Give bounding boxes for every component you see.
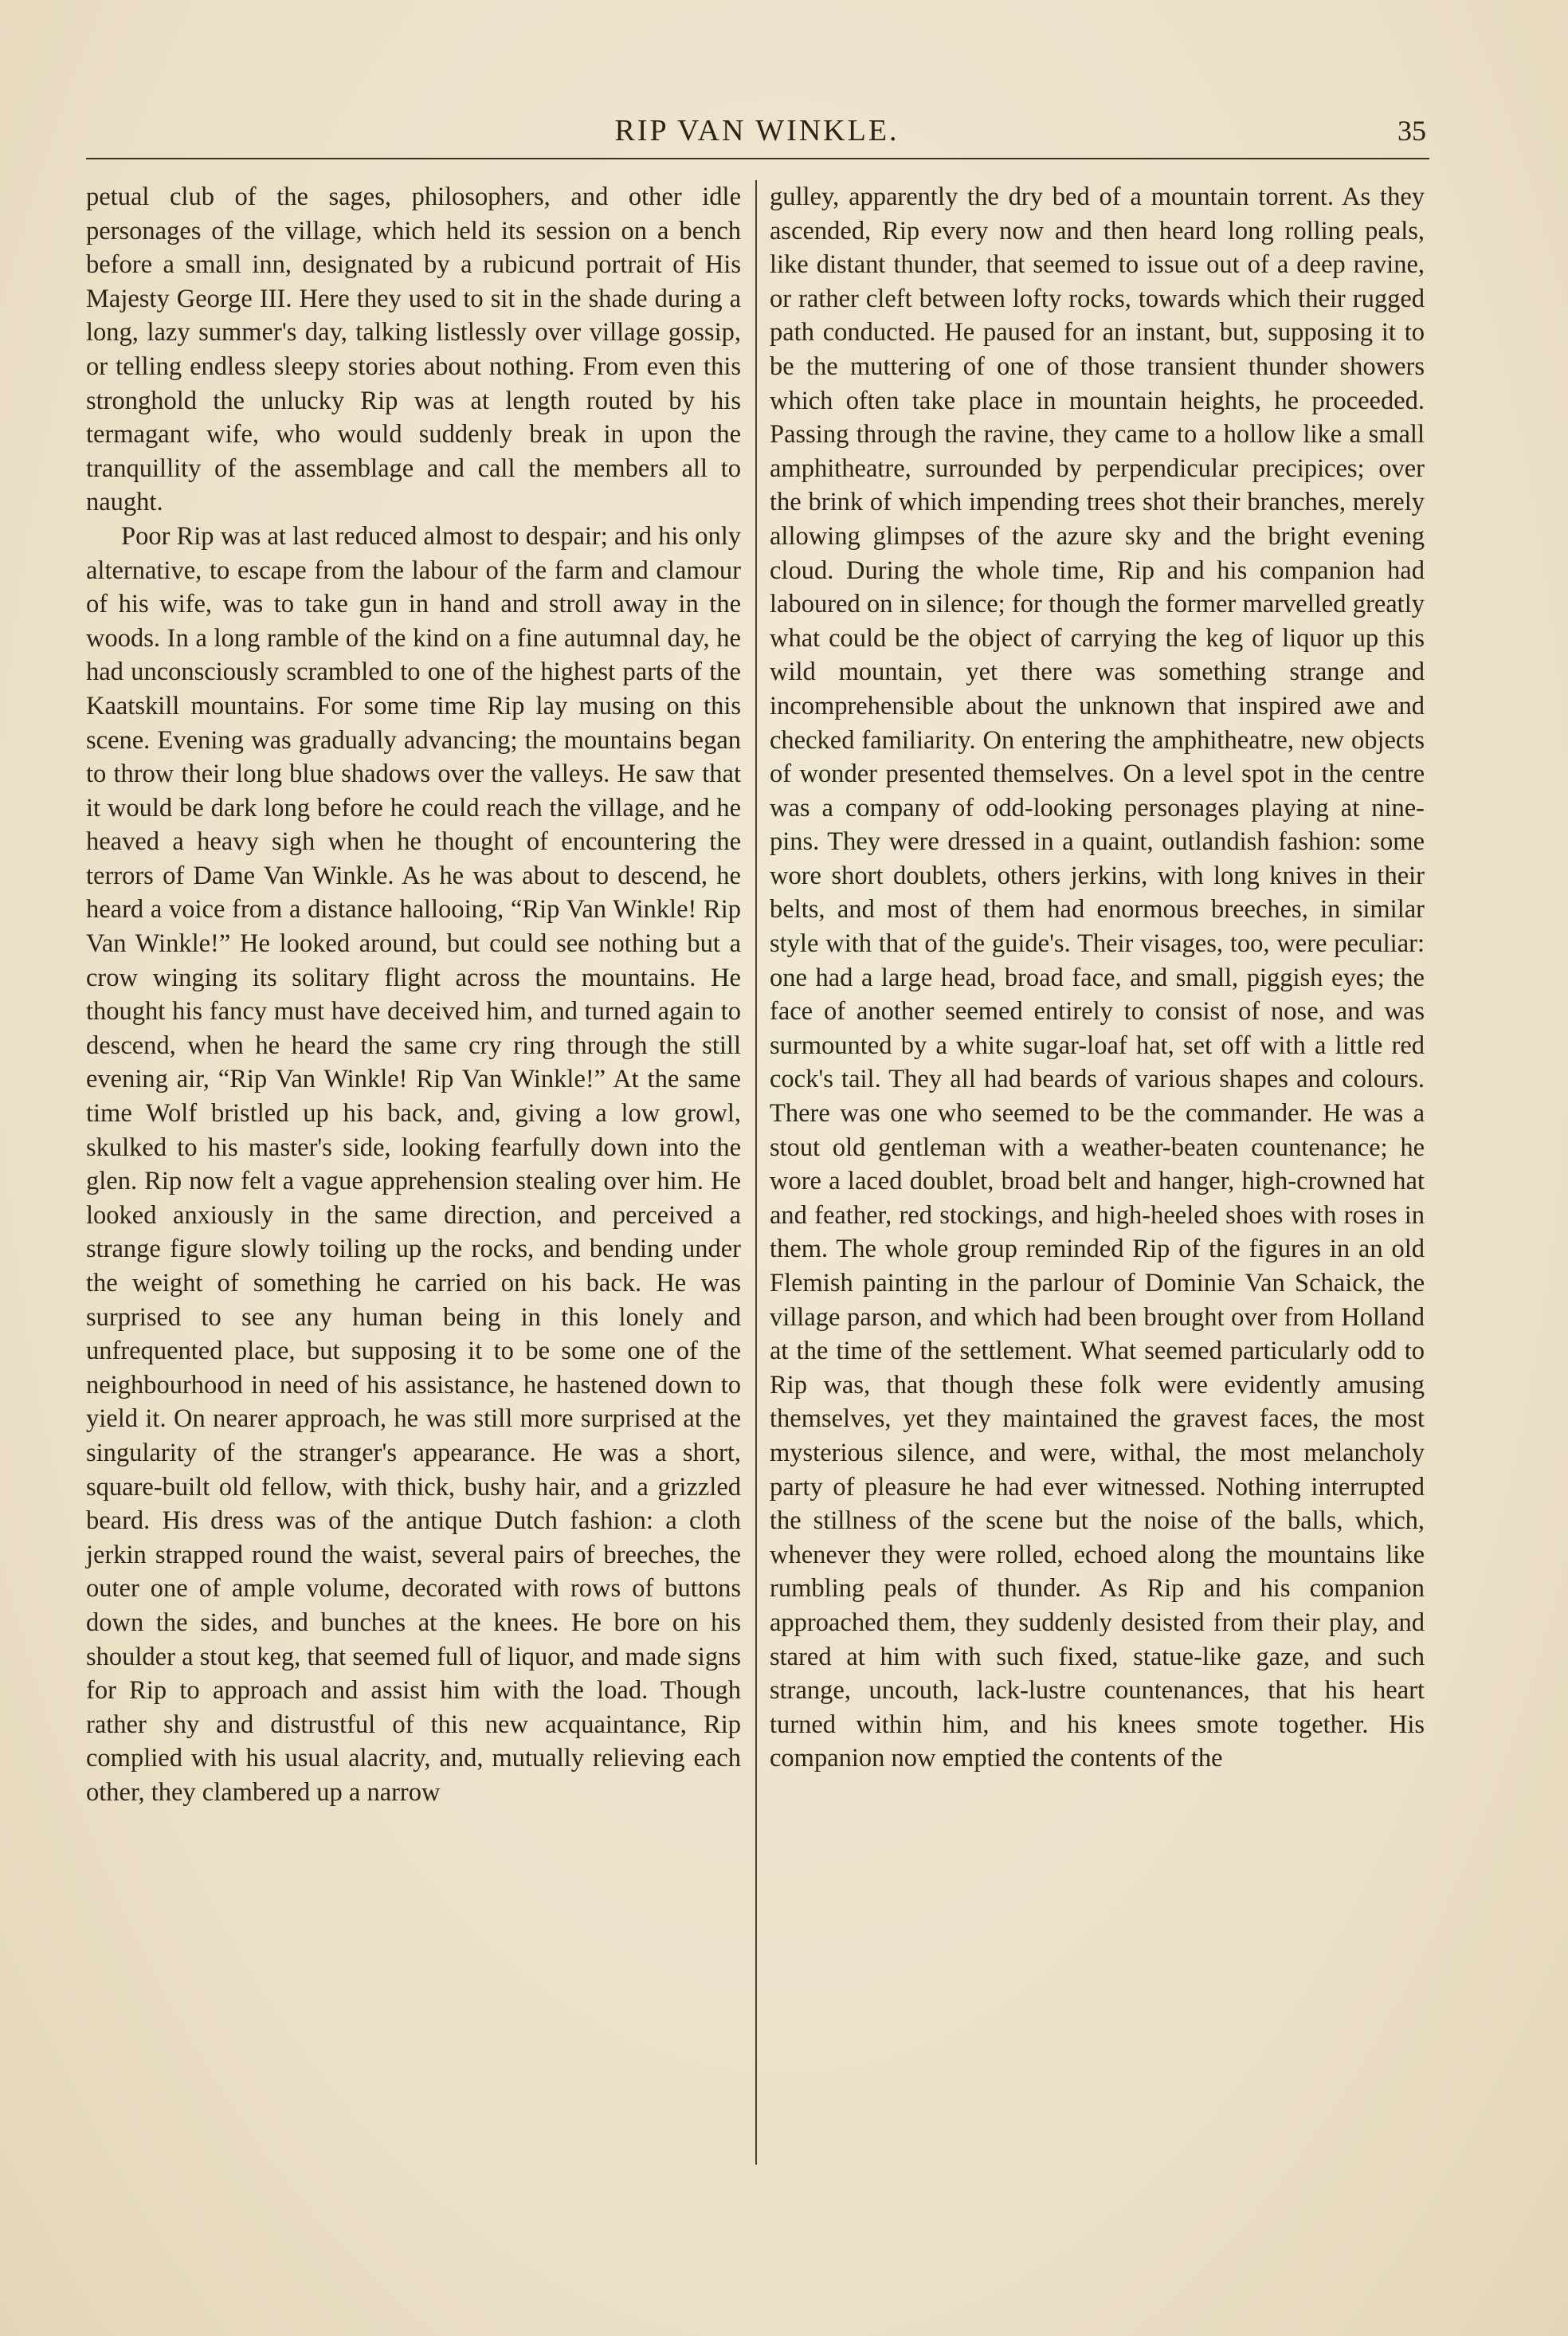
paragraph: petual club of the sages, philosophers, and other idle personages of the village, which held its session on a bench before a small inn, designated by a rubicund portrait of His Majesty George III. Here they used to sit in the shade during a long, lazy summer's day, talking listlessly over village gossip, or telling endless sleepy stories about nothing. From even this stronghold the unlucky Rip was at length routed by his termagant wife, who would suddenly break in upon the tranquillity of the assemblage and call the members all to naught. <box>86 183 741 517</box>
left-column <box>86 180 741 1810</box>
page-number: 35 <box>1397 115 1426 147</box>
paragraph: Poor Rip was at last reduced almost to despair; and his only alternative, to escape from the labour of the farm and clamour of his wife, was to take gun in hand and stroll away in the woods. In a long ramble of the kind on a fine autumnal day, he had unconsciously scrambled to one of the highest parts of the Kaatskill mountains. For some time Rip lay musing on this scene. Evening was gradually advancing; the mountains began to throw their long blue shadows over the valleys. He saw that it would be dark long before he could reach the village, and he heaved a heavy sigh when he thought of encountering the terrors of Dame Van Winkle. As he was about to descend, he heard a voice from a distance hallooing, “Rip Van Winkle! Rip Van Winkle!” He looked around, but could see nothing but a crow winging its solitary flight across the mountains. He thought his fancy must have deceived him, and turned again to descend, when he heard the same cry ring through the still evening air, “Rip Van Winkle! Rip Van Winkle!” At the same time Wolf bristled up his back, and, giving a low growl, skulked to his master's side, looking fearfully down into the glen. Rip now felt a vague apprehension stealing over him. He looked anxiously in the same direction, and perceived a strange figure slowly toiling up the rocks, and bending under the weight of something he carried on his back. He was surprised to see any human being in this lonely and unfrequented place, but supposing it to be some one of the neighbourhood in need of his assistance, he hastened down to yield it. On nearer approach, he was still more surprised at the singularity of the stranger's appearance. He was a short, square-built old fellow, with thick, bushy hair, and a grizzled beard. His dress was of the antique Dutch fashion: a cloth jerkin strapped round the waist, several pairs of breeches, the outer one of ample volume, decorated with rows of buttons down the sides, and bunches at the knees. He bore on his shoulder a stout keg, that seemed full of liquor, and made signs for Rip to approach and assist him with the load. Though rather shy and distrustful of this new acquaintance, Rip complied with his usual alacrity, and, mutually relieving each other, they clambered up a narrow <box>86 521 741 1807</box>
running-title: RIP VAN WINKLE. <box>614 114 900 147</box>
paragraph: gulley, apparently the dry bed of a mountain torrent. As they ascended, Rip every now and then heard long rolling peals, like distant thunder, that seemed to issue out of a deep ravine, or rather cleft between lofty rocks, towards which their rugged path conducted. He paused for an instant, but, supposing it to be the muttering of one of those transient thunder showers which often take place in mountain heights, he proceeded. Passing through the ravine, they came to a hollow like a small amphitheatre, surrounded by perpendicular precipices; over the brink of which impending trees shot their branches, merely allowing glimpses of the azure sky and the bright evening cloud. During the whole time, Rip and his companion had laboured on in silence; for though the former marvelled greatly what could be the object of carrying the keg of liquor up this wild mountain, yet there was something strange and incomprehensible about the unknown that inspired awe and checked familiarity. On entering the amphitheatre, new objects of wonder presented themselves. On a level spot in the centre was a company of odd-looking personages playing at nine-pins. They were dressed in a quaint, outlandish fashion: some wore short doublets, others jerkins, with long knives in their belts, and most of them had enormous breeches, in similar style with that of the guide's. Their visages, too, were peculiar: one had a large head, broad face, and small, piggish eyes; the face of another seemed entirely to consist of nose, and was surmounted by a white sugar-loaf hat, set off with a little red cock's tail. They all had beards of various shapes and colours. There was one who seemed to be the commander. He was a stout old gentleman with a weather-beaten countenance; he wore a laced doublet, broad belt and hanger, high-crowned hat and feather, red stockings, and high-heeled shoes with roses in them. The whole group reminded Rip of the figures in an old Flemish painting in the parlour of Dominie Van Schaick, the village parson, and which had been brought over from Holland at the time of the settlement. What seemed particularly odd to Rip was, that though these folk were evidently amusing themselves, yet they maintained the gravest faces, the most mysterious silence, and were, withal, the most melancholy party of pleasure he had ever witnessed. Nothing interrupted the stillness of the scene but the noise of the balls, which, whenever they were rolled, echoed along the mountains like rumbling peals of thunder. As Rip and his companion approached them, they suddenly desisted from their play, and stared at him with such fixed, statue-like gaze, and such strange, uncouth, lack-lustre countenances, that his heart turned within him, and his knees smote together. His companion now emptied the contents of the <box>770 183 1425 1773</box>
running-head <box>88 108 1426 153</box>
header-rule <box>86 158 1429 159</box>
column-divider <box>755 180 757 2165</box>
right-column <box>770 180 1425 1776</box>
